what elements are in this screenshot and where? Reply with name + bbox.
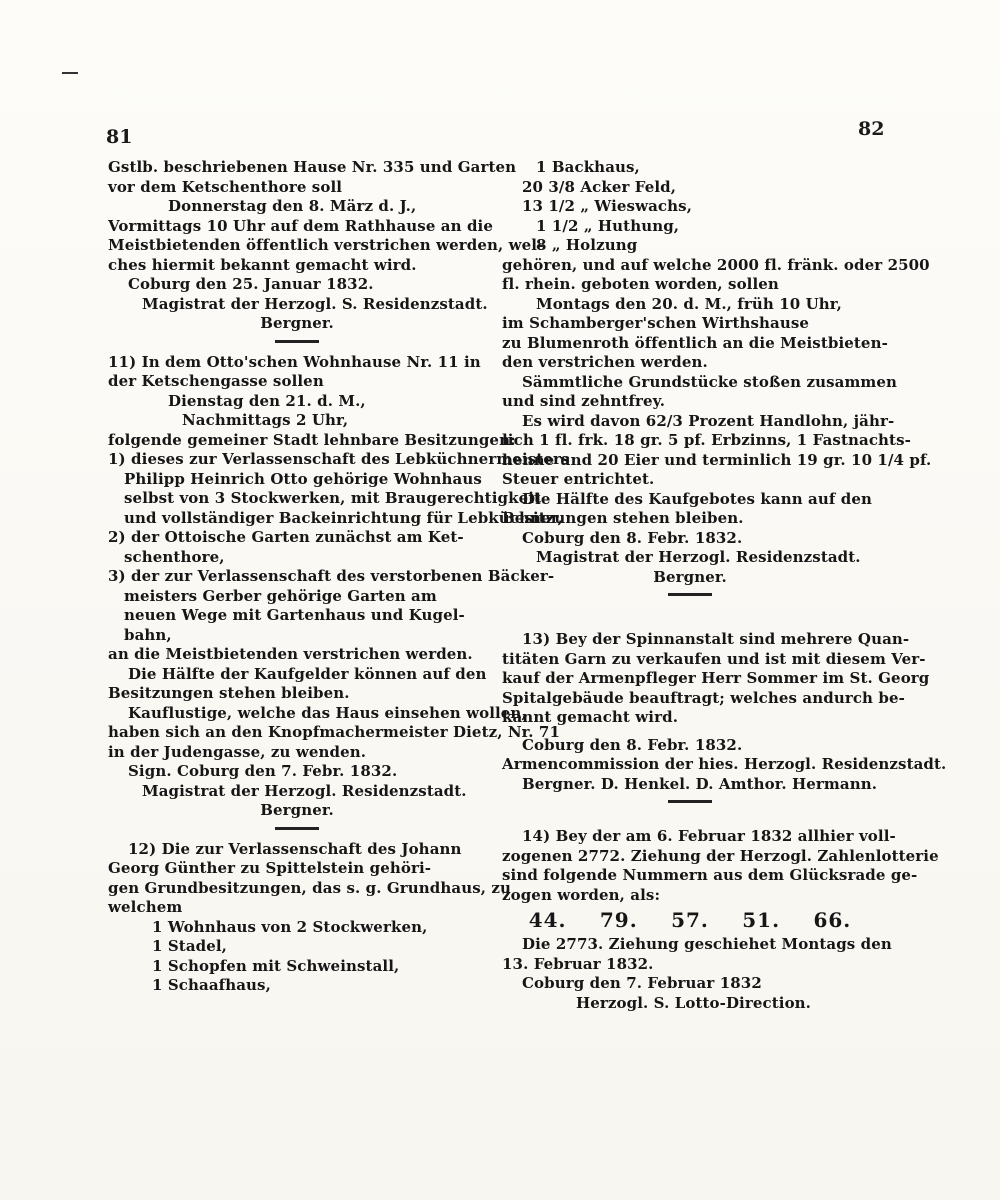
spacer xyxy=(502,606,878,630)
text-line: Die Hälfte der Kaufgelder können auf den xyxy=(128,664,487,683)
text-line: Magistrat der Herzogl. Residenzstadt. xyxy=(536,548,861,566)
text-line: Es wird davon 62/3 Prozent Handlohn, jähr- xyxy=(522,411,895,430)
section-separator xyxy=(668,593,712,596)
page-number-left: 81 xyxy=(106,126,133,148)
text-line: Magistrat der Herzogl. S. Residenzstadt. xyxy=(142,294,488,313)
text-line: Besitzungen stehen bleiben. xyxy=(502,509,744,527)
page-number-right: 82 xyxy=(858,118,885,140)
text-line: zu Blumenroth öffentlich an die Meistbieten- xyxy=(502,333,888,352)
text-line: neuen Wege mit Gartenhaus und Kugel- xyxy=(124,606,465,624)
text-line: kauf der Armenpfleger Herr Sommer im St. Georg xyxy=(502,669,930,687)
text-line: Spitalgebäude beauftragt; welches andurch be- xyxy=(502,688,905,707)
text-line: 14) Bey der am 6. Februar 1832 allhier voll- xyxy=(522,827,896,845)
text-line: 20 3/8 Acker Feld, xyxy=(522,177,677,196)
text-line: gehören, und auf welche 2000 fl. fränk. oder 2500 xyxy=(502,255,930,274)
text-line: kannt gemacht wird. xyxy=(502,708,679,726)
text-line: Georg Günther zu Spittelstein gehöri- xyxy=(108,859,432,877)
text-line: Vormittags 10 Uhr auf dem Rathhause an die xyxy=(108,216,493,235)
text-line: 1 Schopfen mit Schweinstall, xyxy=(152,956,400,975)
text-line: Montags den 20. d. M., früh 10 Uhr, xyxy=(536,294,843,313)
right-column xyxy=(502,158,947,1013)
text-line: Sign. Coburg den 7. Febr. 1832. xyxy=(128,762,398,780)
text-line: 11) In dem Otto'schen Wohnhause Nr. 11 in xyxy=(108,352,481,371)
text-line: Kauflustige, welche das Haus einsehen wollen, xyxy=(128,703,527,722)
text-line: titäten Garn zu verkaufen und ist mit diesem Ver- xyxy=(502,649,926,668)
text-line: und vollständiger Backeinrichtung für Lebküchner, xyxy=(124,508,563,527)
text-line: folgende gemeiner Stadt lehnbare Besitzungen: xyxy=(108,430,516,449)
text-line: Magistrat der Herzogl. Residenzstadt. xyxy=(142,781,467,800)
text-line: Coburg den 8. Febr. 1832. xyxy=(522,528,743,547)
text-line: 12) Die zur Verlassenschaft des Johann xyxy=(128,839,462,858)
text-line: fl. rhein. geboten worden, sollen xyxy=(502,275,779,293)
text-line: 13. Februar 1832. xyxy=(502,954,654,973)
text-line: in der Judengasse, zu wenden. xyxy=(108,742,367,761)
text-line: Nachmittags 2 Uhr, xyxy=(182,411,349,429)
section-separator xyxy=(275,340,319,343)
text-line: Dienstag den 21. d. M., xyxy=(168,391,366,410)
section-separator xyxy=(668,800,712,803)
text-line: Herzogl. S. Lotto-Direction. xyxy=(576,993,811,1012)
text-line: Donnerstag den 8. März d. J., xyxy=(168,197,417,215)
text-line: bahn, xyxy=(124,625,172,644)
text-line: Armencommission der hies. Herzogl. Residenzstadt. xyxy=(502,755,947,773)
lotto-number: 57. xyxy=(671,908,709,932)
text-line: Besitzungen stehen bleiben. xyxy=(108,684,350,702)
text-line: 13 1/2 „ Wieswachs, xyxy=(522,197,693,215)
text-line: 2) der Ottoische Garten zunächst am Ket- xyxy=(108,528,464,546)
text-line: Bergner. xyxy=(653,567,727,586)
text-line: 1 Backhaus, xyxy=(536,158,640,176)
text-line: ches hiermit bekannt gemacht wird. xyxy=(108,255,417,274)
text-line: Bergner. D. Henkel. D. Amthor. Hermann. xyxy=(522,774,878,793)
text-line: und sind zehntfrey. xyxy=(502,392,666,410)
text-line: Sämmtliche Grundstücke stoßen zusammen xyxy=(522,372,898,391)
text-line: henne und 20 Eier und terminlich 19 gr. 10 1/4 pf. xyxy=(502,450,932,469)
text-line: Meistbietenden öffentlich verstrichen werden, wel- xyxy=(108,236,544,254)
text-line: 1 1/2 „ Huthung, xyxy=(536,216,680,235)
text-line: Gstlb. beschriebenen Hause Nr. 335 und Garten xyxy=(108,158,517,176)
text-line: schenthore, xyxy=(124,547,225,566)
text-line: Steuer entrichtet. xyxy=(502,470,655,488)
text-line: Coburg den 25. Januar 1832. xyxy=(128,275,374,293)
text-line: zogen worden, als: xyxy=(502,885,661,904)
lotto-numbers xyxy=(502,905,878,935)
text-line: lich 1 fl. frk. 18 gr. 5 pf. Erbzinns, 1 Fastnachts- xyxy=(502,431,911,449)
text-line: 13) Bey der Spinnanstalt sind mehrere Quan- xyxy=(522,630,910,648)
text-line: selbst von 3 Stockwerken, mit Braugerechtigkeit xyxy=(124,489,542,507)
text-line: 1 Schaafhaus, xyxy=(152,976,271,994)
text-line: 1 Wohnhaus von 2 Stockwerken, xyxy=(152,917,428,936)
lotto-number: 51. xyxy=(742,908,781,932)
text-line: 3) der zur Verlassenschaft des verstorbenen Bäcker- xyxy=(108,567,555,585)
lotto-number: 66. xyxy=(813,908,852,932)
text-line: Die 2773. Ziehung geschiehet Montags den xyxy=(522,935,892,953)
text-line: der Ketschengasse sollen xyxy=(108,372,324,390)
spacer xyxy=(502,813,878,827)
text-line: 8 „ Holzung xyxy=(536,236,638,254)
text-line: den verstrichen werden. xyxy=(502,353,708,371)
text-line: zogenen 2772. Ziehung der Herzogl. Zahlenlotterie xyxy=(502,846,939,865)
text-line: Coburg den 8. Febr. 1832. xyxy=(522,735,743,754)
top-dash-mark xyxy=(62,72,78,74)
text-line: Die Hälfte des Kaufgebotes kann auf den xyxy=(522,489,872,508)
lotto-number: 44. xyxy=(528,908,567,932)
text-line: im Schamberger'schen Wirthshause xyxy=(502,314,810,332)
text-line: gen Grundbesitzungen, das s. g. Grundhaus, zu xyxy=(108,878,512,897)
text-line: Coburg den 7. Februar 1832 xyxy=(522,974,762,992)
lotto-number: 79. xyxy=(599,908,638,932)
text-line: 1) dieses zur Verlassenschaft des Lebküchnermeisters xyxy=(108,450,570,468)
text-line: welchem xyxy=(108,898,183,916)
spacer xyxy=(502,728,878,736)
text-line: 1 Stadel, xyxy=(152,937,227,955)
text-line: Philipp Heinrich Otto gehörige Wohnhaus xyxy=(124,469,482,488)
text-line: vor dem Ketschenthore soll xyxy=(108,177,343,196)
text-line: meisters Gerber gehörige Garten am xyxy=(124,586,437,605)
section-separator xyxy=(275,827,319,830)
text-line: Bergner. xyxy=(260,314,334,332)
text-line: sind folgende Nummern aus dem Glücksrade ge- xyxy=(502,866,918,884)
text-line: haben sich an den Knopfmachermeister Dietz, Nr. 71 xyxy=(108,723,561,741)
text-line: an die Meistbietenden verstrichen werden. xyxy=(108,645,473,663)
text-line: Bergner. xyxy=(260,801,334,819)
